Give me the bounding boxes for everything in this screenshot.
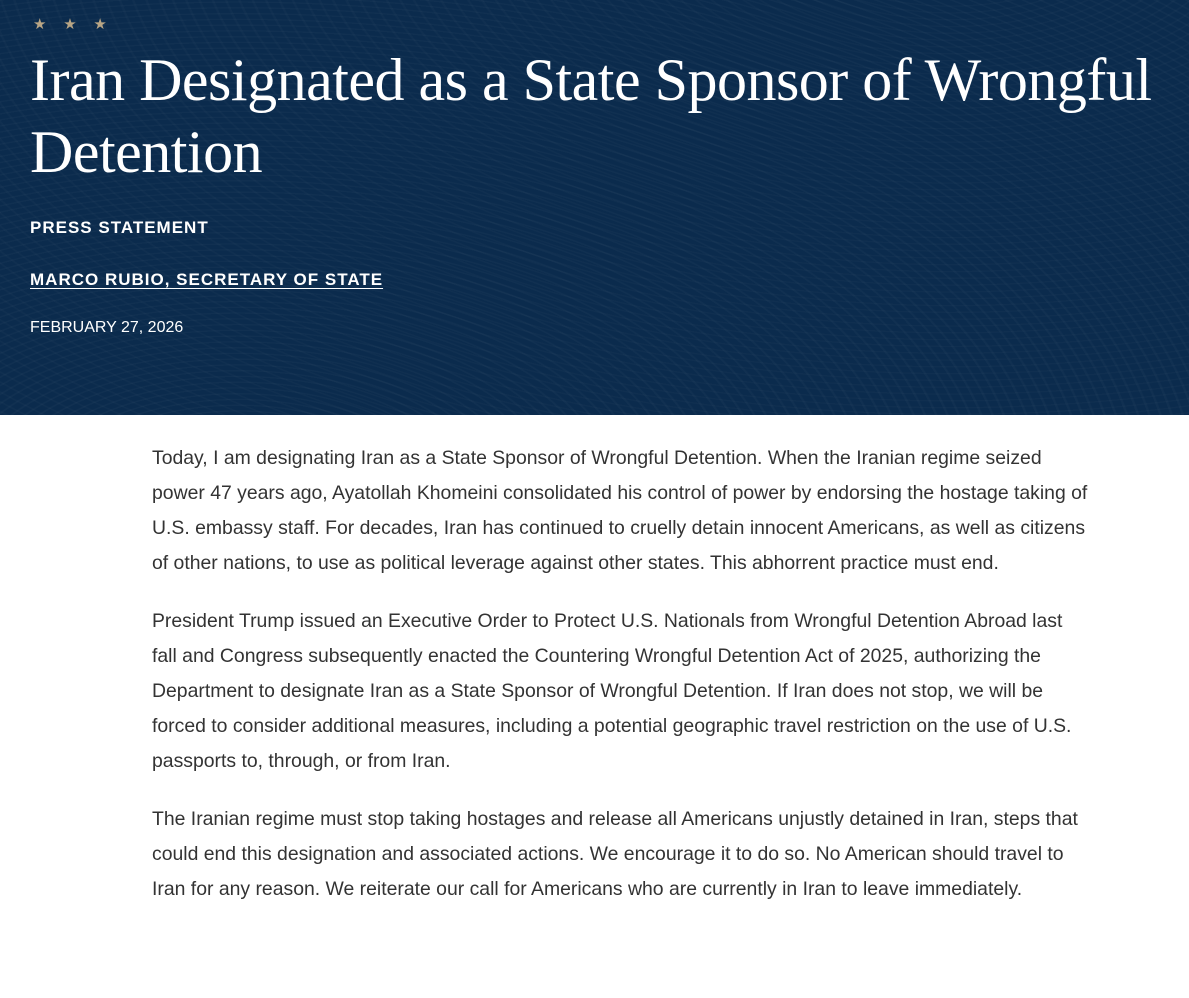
body-paragraph: Today, I am designating Iran as a State Sponsor of Wrongful Detention. When the Iranian regime seized power 47 years ago, Ayatollah Khomeini consolidated his control of power by endorsing the hostage taking of U.S. embassy staff. For decades, Iran has continued to cruelly detain innocent Americans, as well as citizens of other nations, to use as political leverage against other states. This abhorrent practice must end. bbox=[152, 447, 1088, 574]
publish-date: FEBRUARY 27, 2026 bbox=[30, 319, 184, 336]
page-title: Iran Designated as a State Sponsor of Wrongful Detention bbox=[30, 47, 1152, 185]
page-header-banner bbox=[0, 0, 1189, 415]
statement-body bbox=[152, 441, 1092, 930]
body-paragraph: The Iranian regime must stop taking hostages and release all Americans unjustly detained in Iran, steps that could end this designation and associated actions. We encourage it to do so. No American should travel to Iran for any reason. We reiterate our call for Americans who are currently in Iran to leave immediately. bbox=[152, 808, 1078, 900]
statement-type-label: PRESS STATEMENT bbox=[30, 218, 209, 237]
body-paragraph: President Trump issued an Executive Order to Protect U.S. Nationals from Wrongful Detention Abroad last fall and Congress subsequently enacted the Countering Wrongful Detention Act of 2025, authorizing the Department to designate Iran as a State Sponsor of Wrongful Detention. If Iran does not stop, we will be forced to consider additional measures, including a potential geographic travel restriction on the use of U.S. passports to, through, or from Iran. bbox=[152, 610, 1072, 772]
stars-icon: ★ ★ ★ bbox=[33, 15, 113, 33]
author-link[interactable]: MARCO RUBIO, SECRETARY OF STATE bbox=[30, 270, 384, 289]
